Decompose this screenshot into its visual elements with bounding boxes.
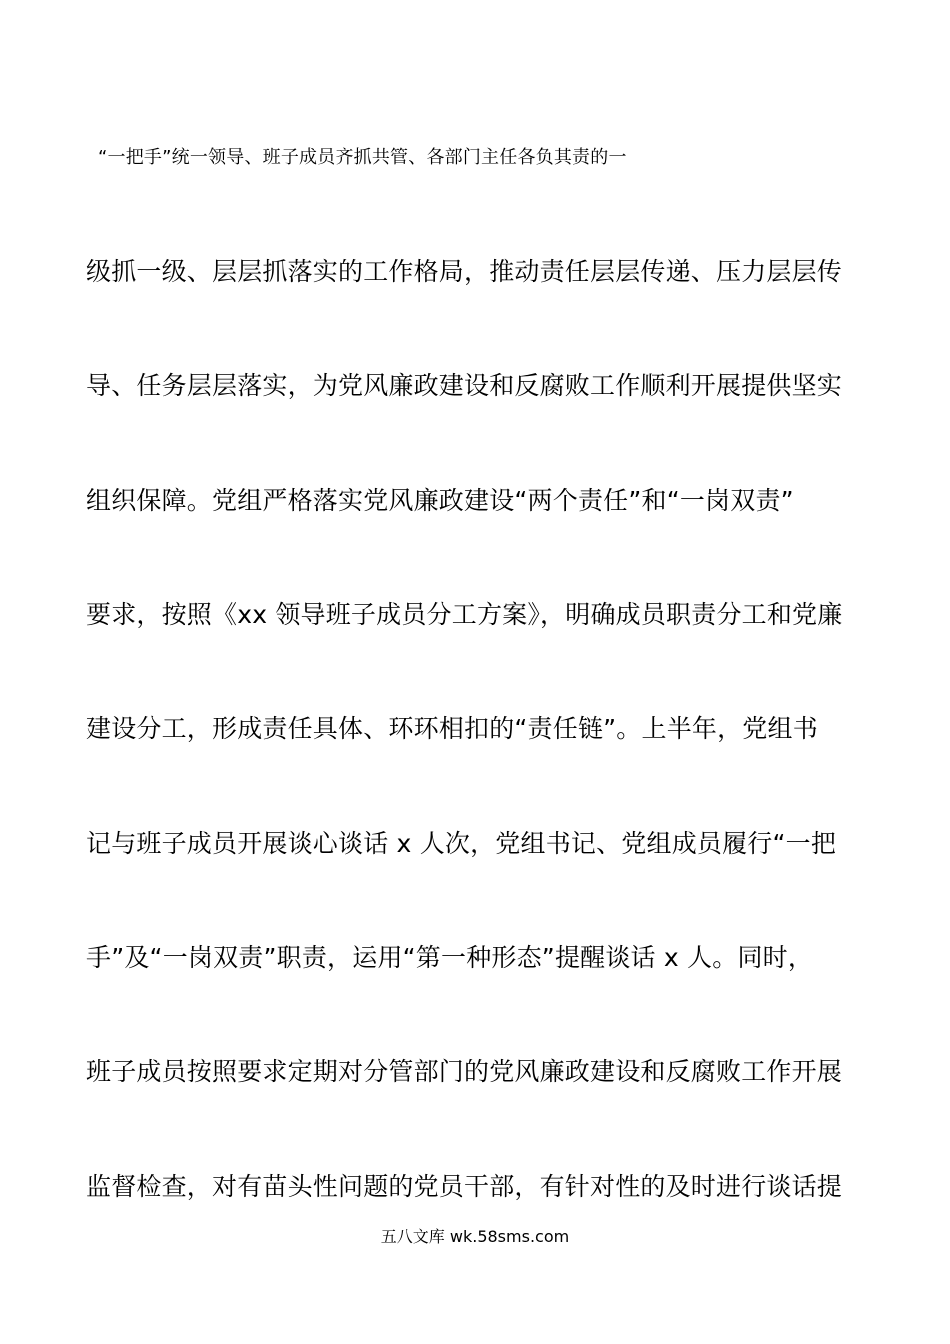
body-line-7: 记与班子成员开展谈心谈话 x 人次，党组书记、党组成员履行“一把 [86, 829, 837, 858]
page-footer: 五八文库 wk.58sms.com [380, 1227, 570, 1246]
body-line-1: “一把手”统一领导、班子成员齐抓共管、各部门主任各负其责的一 [98, 147, 627, 168]
body-line-4: 组织保障。党组严格落实党风廉政建设“两个责任”和“一岗双责” [86, 486, 794, 515]
body-line-3: 导、任务层层落实，为党风廉政建设和反腐败工作顺利开展提供坚实 [86, 371, 843, 400]
body-line-2: 级抓一级、层层抓落实的工作格局，推动责任层层传递、压力层层传 [86, 257, 843, 286]
body-line-9: 班子成员按照要求定期对分管部门的党风廉政建设和反腐败工作开展 [86, 1057, 843, 1086]
body-line-8: 手”及“一岗双责”职责，运用“第一种形态”提醒谈话 x 人。同时， [86, 943, 814, 972]
body-line-10: 监督检查，对有苗头性问题的党员干部，有针对性的及时进行谈话提 [86, 1172, 843, 1201]
body-line-6: 建设分工，形成责任具体、环环相扣的“责任链”。上半年，党组书 [86, 714, 818, 743]
body-line-5: 要求，按照《xx 领导班子成员分工方案》，明确成员职责分工和党廉 [86, 600, 843, 629]
